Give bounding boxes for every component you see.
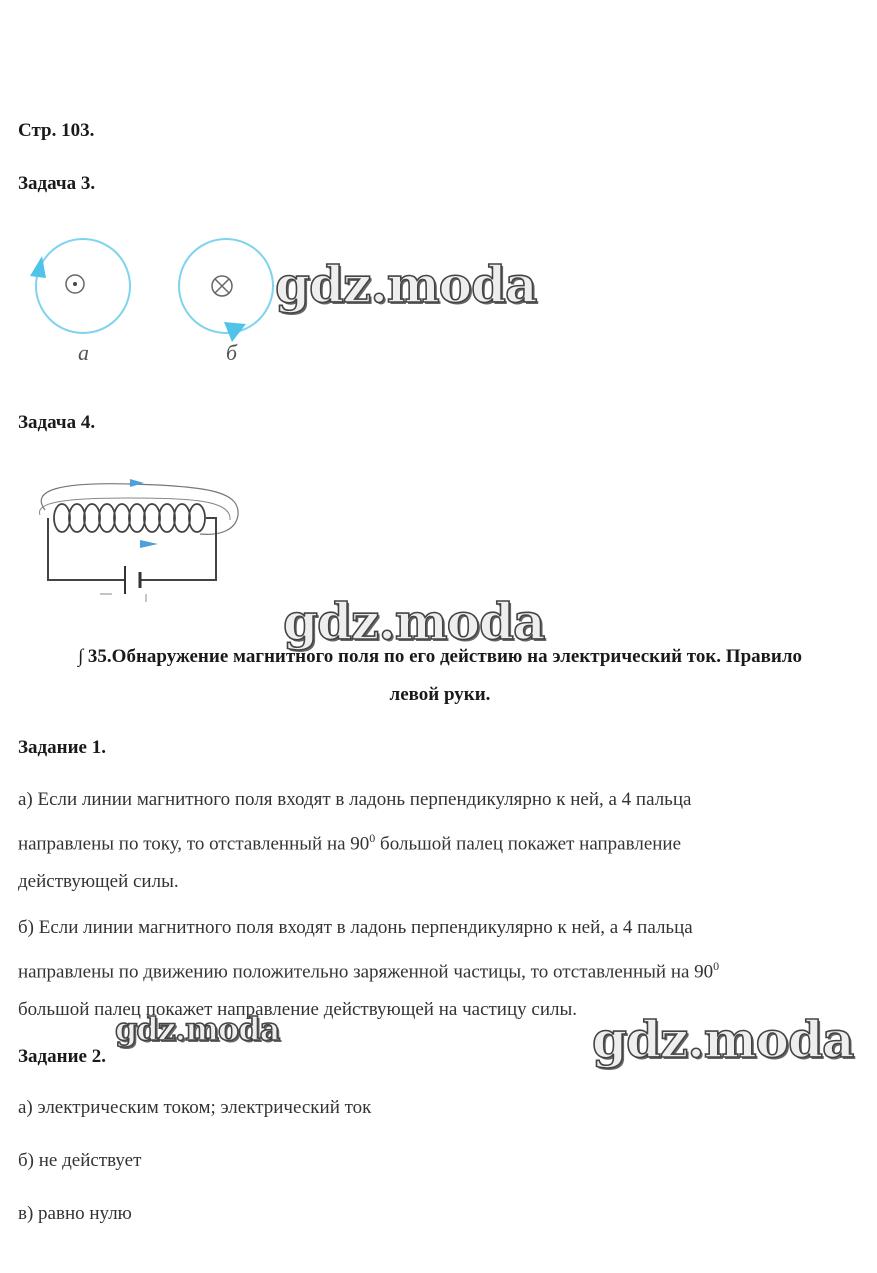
- page-reference: Стр. 103.: [18, 120, 95, 141]
- watermark: gdz.moda: [115, 1010, 280, 1048]
- task-4-title: Задача 4.: [18, 412, 96, 433]
- task-4-solenoid-figure: [20, 470, 250, 615]
- answer-b-line-3: большой палец покажет направление действующей на частицу силы.: [18, 999, 577, 1021]
- section-title-line-1: ∫ 35.Обнаружение магнитного поля по его действию на электрический ток. Правило: [77, 646, 803, 667]
- answer-b-line-2: направлены по движению положительно заряженной частицы, то отставленный на $90^0$: [18, 959, 720, 983]
- watermark: gdz.moda: [275, 255, 537, 314]
- answer-a-line-1: а) Если линии магнитного поля входят в ладонь перпендикулярно к ней, а 4 пальца: [18, 789, 692, 810]
- watermark: gdz.moda: [592, 1010, 854, 1069]
- zadanie-1-title: Задание 1.: [18, 737, 106, 758]
- task-3-title: Задача 3.: [18, 173, 96, 194]
- current-arrow-icon: [140, 540, 158, 548]
- zadanie-2-answer-c: в) равно нулю: [18, 1203, 132, 1224]
- task-3-figure: [20, 228, 290, 368]
- field-line-circle-a: [36, 239, 130, 333]
- section-title-line-2: левой руки.: [389, 684, 491, 705]
- watermark: gdz.moda: [283, 592, 545, 651]
- zadanie-1-answer-a: [18, 781, 858, 901]
- field-line-circle-b: [179, 239, 273, 333]
- label-a: а: [78, 340, 89, 365]
- zadanie-2-answer-a: а) электрическим током; электрический ток: [18, 1097, 372, 1118]
- zadanie-2-title: Задание 2.: [18, 1046, 106, 1067]
- answer-a-line-2: направлены по току, то отставленный на $90^0$ большой палец покажет направление: [18, 831, 682, 855]
- answer-b-line-1: б) Если линии магнитного поля входят в ладонь перпендикулярно к ней, а 4 пальца: [18, 917, 693, 938]
- label-b: б: [226, 340, 238, 365]
- answer-a-line-3: действующей силы.: [18, 871, 179, 893]
- field-arrow-top-icon: [130, 479, 144, 487]
- zadanie-2-answer-b: б) не действует: [18, 1150, 142, 1171]
